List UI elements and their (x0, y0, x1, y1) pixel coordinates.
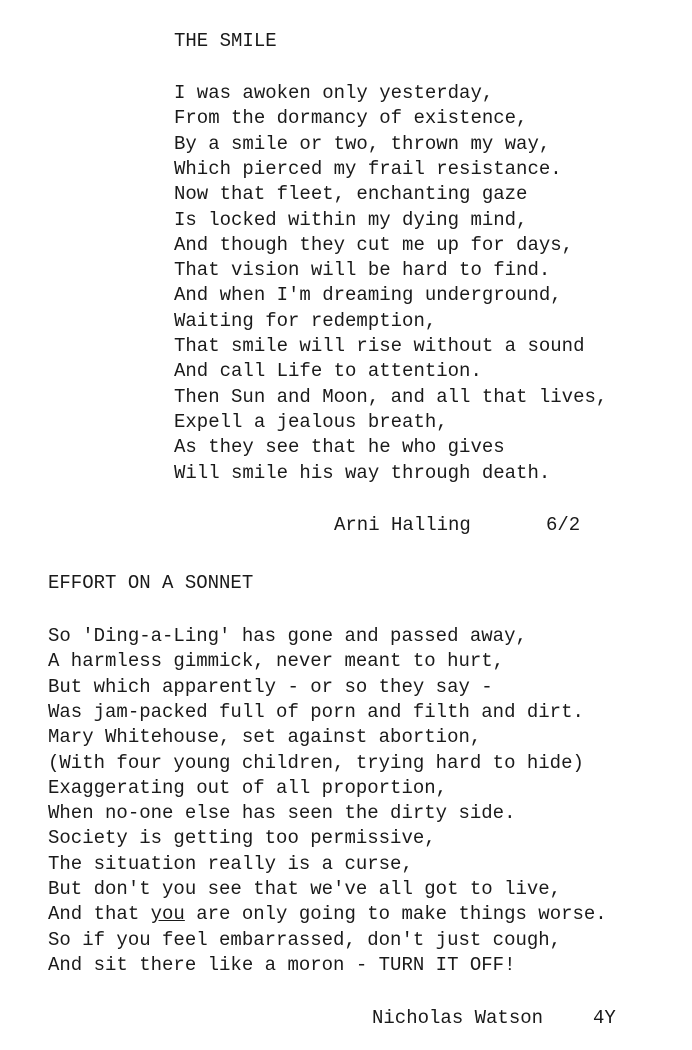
poem1-line: That vision will be hard to find. (174, 259, 551, 282)
poem2-line: Exaggerating out of all proportion, (48, 776, 448, 799)
poem2-line: So if you feel embarrassed, don't just cough, (48, 928, 562, 951)
poem1-line: Expell a jealous breath, (174, 410, 448, 433)
poem1-line: By a smile or two, thrown my way, (174, 132, 551, 155)
poem2-line: Mary Whitehouse, set against abortion, (48, 726, 482, 749)
poem2-line: Was jam-packed full of porn and filth and dirt. (48, 700, 584, 723)
poem1-line: Which pierced my frail resistance. (174, 157, 562, 180)
poem2-title: EFFORT ON A SONNET (48, 572, 254, 594)
line-text: are only going to make things worse. (184, 903, 607, 926)
poem1-line: As they see that he who gives (174, 436, 505, 459)
poem1-line: Will smile his way through death. (174, 461, 551, 484)
poem1-line: That smile will rise without a sound (174, 335, 585, 357)
poem1-line: And when I'm dreaming underground, (174, 284, 562, 307)
poem1-line: Is locked within my dying mind, (174, 208, 528, 231)
poem1-line: Waiting for redemption, (174, 309, 437, 332)
poem1-line: Then Sun and Moon, and all that lives, (174, 385, 608, 408)
poem1-line: From the dormancy of existence, (174, 107, 528, 130)
poem1-form: 6/2 (546, 514, 581, 536)
poem2-line: But which apparently - or so they say - (48, 675, 493, 698)
poem1-line: I was awoken only yesterday, (174, 82, 494, 104)
poem1-line: And though they cut me up for days, (174, 233, 574, 256)
poem2-line: Society is getting too permissive, (48, 827, 436, 850)
poem2-form: 4Y (593, 1007, 616, 1029)
underlined-word: you (150, 903, 185, 926)
poem1-title: THE SMILE (174, 30, 277, 52)
poem2-line (48, 903, 607, 925)
poem2-line: (With four young children, trying hard to hide) (48, 751, 584, 774)
poem1-line: And call Life to attention. (174, 360, 482, 383)
poem2-line: So 'Ding-a-Ling' has gone and passed away, (48, 625, 527, 647)
poem2-line: And sit there like a moron - TURN IT OFF! (48, 953, 516, 976)
poem2-line: A harmless gimmick, never meant to hurt, (48, 650, 505, 673)
poem2-line: But don't you see that we've all got to live, (48, 878, 562, 900)
poem1-author: Arni Halling (334, 514, 471, 536)
poem2-author: Nicholas Watson (372, 1007, 544, 1029)
poem1-line: Now that fleet, enchanting gaze (174, 183, 528, 206)
poem2-line: When no-one else has seen the dirty side. (48, 802, 516, 825)
line-text: And that (48, 903, 151, 926)
poem2-line: The situation really is a curse, (48, 852, 413, 875)
